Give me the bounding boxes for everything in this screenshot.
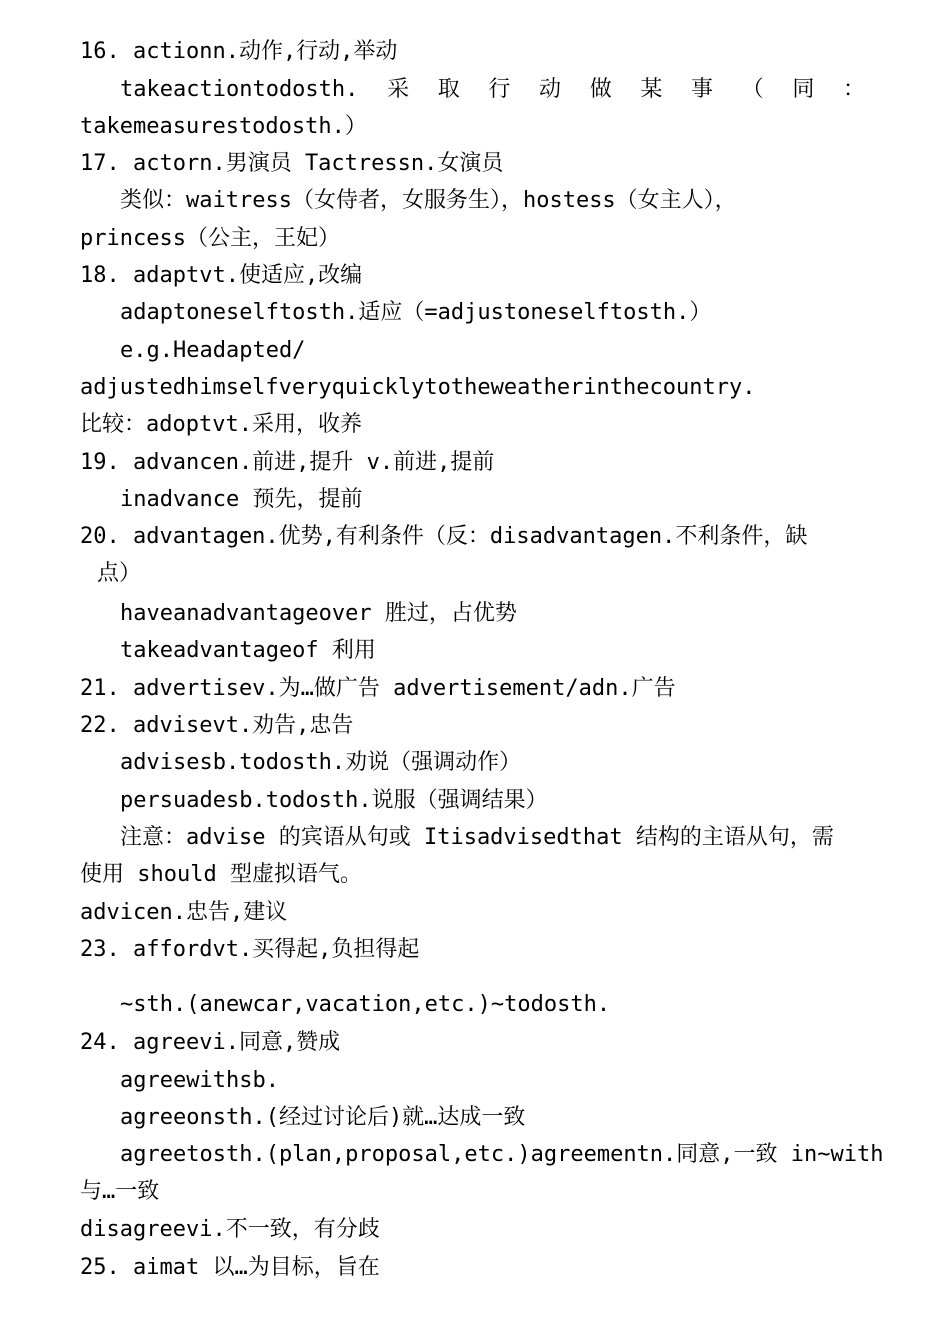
entry-22-heading: 22. advisevt.劝告,忠告 xyxy=(80,713,354,738)
phrase-english: takeactiontodosth. xyxy=(120,77,359,102)
phrase-char: 同 xyxy=(792,77,815,102)
phrase-char: 做 xyxy=(589,77,612,102)
phrase-char: 动 xyxy=(539,77,562,102)
phrase-char: （ xyxy=(741,77,764,102)
entry-18-example-cont: adjustedhimselfveryquicklytotheweatherinthecountry. xyxy=(80,375,756,400)
entry-16-synonym: takemeasurestodosth.） xyxy=(80,114,367,139)
entry-25-heading: 25. aimat 以…为目标，旨在 xyxy=(80,1255,380,1280)
phrase-char: 事 xyxy=(691,77,714,102)
entry-24-heading: 24. agreevi.同意,赞成 xyxy=(80,1030,341,1055)
entry-24-phrase-3-cont: 与…一致 xyxy=(80,1179,160,1204)
entry-16-phrase-line xyxy=(120,75,865,105)
entry-20-phrase-1: haveanadvantageover 胜过，占优势 xyxy=(120,601,517,626)
entry-22-phrase-2: persuadesb.todosth.说服（强调结果） xyxy=(120,788,548,813)
entry-17-heading: 17. actorn.男演员 Tactressn.女演员 xyxy=(80,151,504,176)
phrase-char: 采 xyxy=(387,77,410,102)
entry-23-heading: 23. affordvt.买得起,负担得起 xyxy=(80,937,420,962)
entry-22-noun: advicen.忠告,建议 xyxy=(80,900,288,925)
phrase-char: 行 xyxy=(488,77,511,102)
entry-21-heading: 21. advertisev.为…做广告 advertisement/adn.广告 xyxy=(80,676,676,701)
entry-18-compare: 比较：adoptvt.采用，收养 xyxy=(80,412,362,437)
entry-20-heading: 20. advantagen.优势,有利条件（反：disadvantagen.不利条件，缺 xyxy=(80,524,808,549)
entry-22-note-cont: 使用 should 型虚拟语气。 xyxy=(80,862,362,887)
entry-23-usage: ~sth.(anewcar,vacation,etc.)~todosth. xyxy=(120,992,611,1017)
entry-22-phrase-1: advisesb.todosth.劝说（强调动作） xyxy=(120,750,522,775)
entry-20-heading-cont: 点） xyxy=(97,561,142,586)
entry-22-note: 注意：advise 的宾语从句或 Itisadvisedthat 结构的主语从句，需 xyxy=(120,825,834,850)
entry-16-heading: 16. actionn.动作,行动,举动 xyxy=(80,39,398,64)
entry-18-phrase: adaptoneselftosth.适应（=adjustoneselftosth.） xyxy=(120,300,712,325)
phrase-char: ： xyxy=(842,77,865,102)
phrase-char: 某 xyxy=(640,77,663,102)
entry-18-example: e.g.Headapted/ xyxy=(120,338,306,363)
entry-18-heading: 18. adaptvt.使适应,改编 xyxy=(80,263,363,288)
entry-24-phrase-3: agreetosth.(plan,proposal,etc.)agreementn.同意,一致 in~with xyxy=(120,1142,884,1167)
phrase-char: 取 xyxy=(437,77,460,102)
entry-17-similar-cont: princess（公主，王妃） xyxy=(80,226,340,251)
entry-20-phrase-2: takeadvantageof 利用 xyxy=(120,638,376,663)
entry-19-heading: 19. advancen.前进,提升 v.前进,提前 xyxy=(80,450,495,475)
entry-24-phrase-1: agreewithsb. xyxy=(120,1068,279,1093)
entry-24-antonym: disagreevi.不一致，有分歧 xyxy=(80,1217,380,1242)
entry-19-phrase: inadvance 预先，提前 xyxy=(120,487,363,512)
entry-24-phrase-2: agreeonsth.(经过讨论后)就…达成一致 xyxy=(120,1105,526,1130)
entry-17-similar: 类似：waitress（女侍者，女服务生），hostess（女主人）， xyxy=(120,188,737,213)
